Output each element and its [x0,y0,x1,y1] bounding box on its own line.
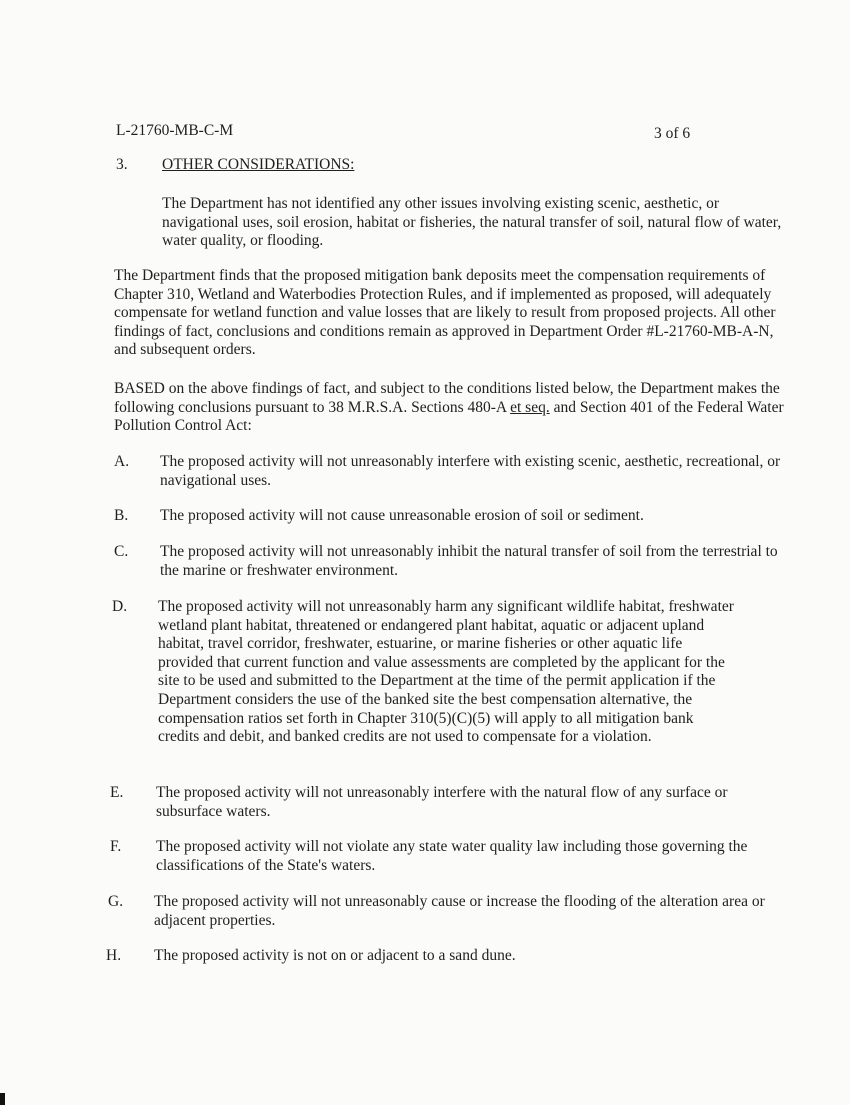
conclusion-text: The proposed activity will not unreasonably harm any significant wildlife habitat, freshwater wetland plant habitat, threatened or endangered plant habitat, aquatic or adjacent upland habitat, travel corridor, freshwater, estuarine, or marine fisheries or other aquatic life provided that current function and value assessments are completed by the applicant for the site to be used and submitted to the Department at the time of the permit application if the Department considers the use of the banked site the best compensation alternative, the compensation ratios set forth in Chapter 310(5)(C)(5) will apply to all mitigation bank credits and debit, and banked credits are not used to compensate for a violation. [158,598,734,746]
based-paragraph [114,380,784,436]
conclusion-letter: D. [112,598,128,615]
based-text-after: and Section 401 of the Federal Water Pollution Control Act: [114,398,784,435]
document-id: L-21760-MB-C-M [116,122,234,139]
page-number: 3 of 6 [654,125,691,142]
conclusion-text: The proposed activity will not unreasonably cause or increase the flooding of the alteration area or adjacent properties. [154,893,765,929]
based-et-seq: et seq. [510,398,550,416]
conclusion-letter: F. [110,838,122,855]
conclusion-letter: A. [114,453,130,470]
conclusion-letter: C. [114,543,129,560]
conclusion-letter: B. [114,507,129,524]
section-number: 3. [116,156,128,173]
section-title: OTHER CONSIDERATIONS: [162,156,355,173]
conclusion-letter: H. [106,947,122,964]
findings-paragraph: The Department finds that the proposed mitigation bank deposits meet the compensation requirements of Chapter 310, Wetland and Waterbodies Protection Rules, and if implemented as proposed, will adequately compensate for wetland function and value losses that are likely to result from proposed projects. All other findings of fact, conclusions and conditions remain as approved in Department Order #L-21760-MB-A-N, and subsequent orders. [114,267,776,359]
conclusion-text: The proposed activity will not unreasonably inhibit the natural transfer of soil from the terrestrial to the marine or freshwater environment. [160,543,778,579]
conclusion-text: The proposed activity will not cause unreasonable erosion of soil or sediment. [160,507,644,524]
conclusion-text: The proposed activity is not on or adjacent to a sand dune. [154,947,516,964]
based-text-before: BASED on the above findings of fact, and subject to the conditions listed below, the Department makes the following conclusions pursuant to 38 M.R.S.A. Sections 480-A [114,380,780,416]
scan-edge-mark [0,1093,5,1105]
conclusion-text: The proposed activity will not unreasonably interfere with existing scenic, aesthetic, recreational, or navigational uses. [160,453,781,489]
conclusion-letter: E. [110,784,124,801]
conclusion-letter: G. [108,893,124,910]
section-text: The Department has not identified any other issues involving existing scenic, aesthetic, or navigational uses, soil erosion, habitat or fisheries, the natural transfer of soil, natural flow of water, water quality, or flooding. [162,195,782,250]
conclusion-text: The proposed activity will not unreasonably interfere with the natural flow of any surface or subsurface waters. [156,784,728,820]
conclusion-text: The proposed activity will not violate any state water quality law including those governing the classifications of the State's waters. [156,838,748,874]
